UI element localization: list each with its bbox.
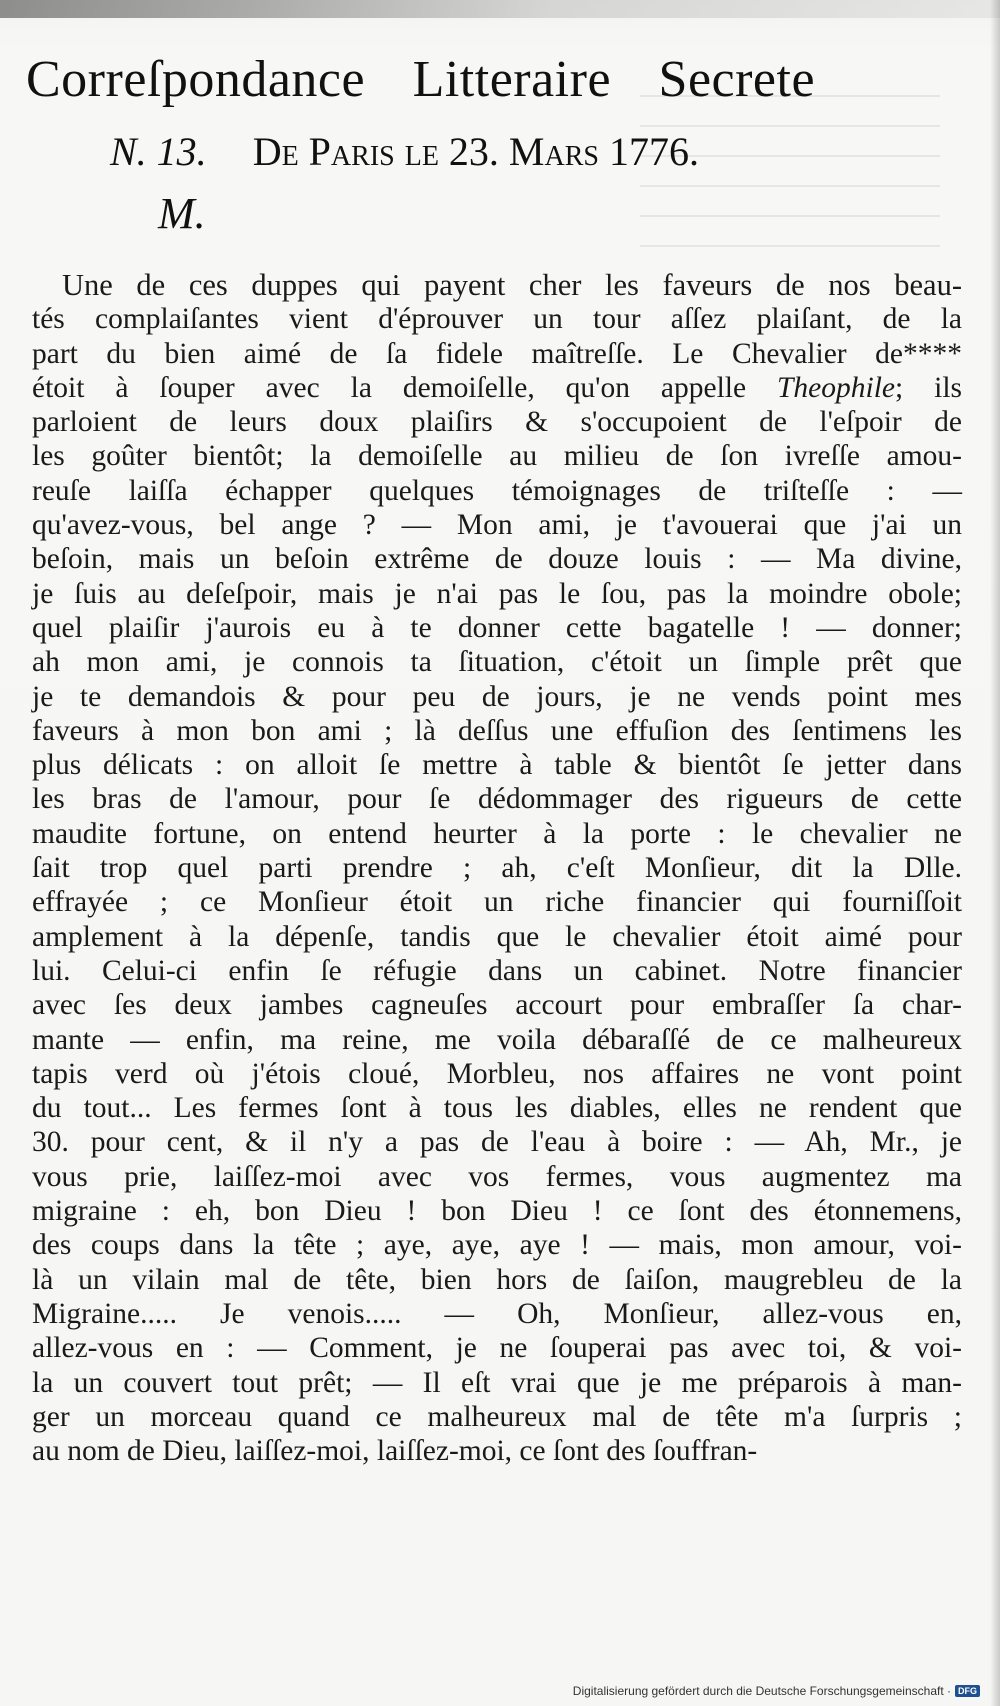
text-line: je ſuis au deſeſpoir, mais je n'ai pas le ſou, pas la moindre obole; — [32, 577, 962, 610]
text-line: là un vilain mal de tête, bien hors de ſaiſon, maugrebleu de la — [32, 1263, 962, 1296]
credit-text: Digitalisierung gefördert durch die Deutsche Forschungsgemeinschaft · — [572, 1684, 951, 1698]
issue-number: N. 13. — [110, 129, 207, 174]
text-line: effrayée ; ce Monſieur étoit un riche financier qui fourniſſoit — [32, 886, 962, 919]
text-line: amplement à la dépenſe, tandis que le chevalier étoit aimé pour — [32, 920, 962, 953]
text-line: je te demandois & pour peu de jours, je ne vends point mes — [32, 680, 962, 713]
text-line: la un couvert tout prêt; — Il eſt vrai que je me préparois à man- — [32, 1366, 962, 1399]
issue-line — [110, 129, 930, 175]
text-line: faveurs à mon bon ami ; là deſſus une effuſion des ſentimens les — [32, 714, 962, 747]
text-line: maudite fortune, on entend heurter à la porte : le chevalier ne — [32, 817, 962, 850]
text-line: 30. pour cent, & il n'y a pas de l'eau à boire : — Ah, Mr., je — [32, 1126, 962, 1159]
text-line: migraine : eh, bon Dieu ! bon Dieu ! ce ſont des étonnemens, — [32, 1195, 962, 1228]
text-line: ah mon ami, je connois ta ſituation, c'étoit un ſimple prêt que — [32, 646, 962, 679]
text-line: vous prie, laiſſez-moi avec vos fermes, vous augmentez ma — [32, 1160, 962, 1193]
text-line: au nom de Dieu, laiſſez-moi, laiſſez-moi, ce ſont des ſouffran- — [32, 1435, 758, 1468]
text-line: ger un morceau quand ce malheureux mal de tête m'a ſurpris ; — [32, 1400, 962, 1433]
text-line: part du bien aimé de ſa fidele maîtreſſe. Le Chevalier de**** — [32, 337, 962, 370]
text-line: plus délicats : on alloit ſe mettre à table & bientôt ſe jetter dans — [32, 749, 962, 782]
text-line: parloient de leurs doux plaiſirs & s'occupoient de l'eſpoir de — [32, 406, 962, 439]
title-word-3: Secrete — [658, 51, 816, 108]
text-line: tapis verd où j'étois cloué, Morbleu, nos affaires ne vont point — [32, 1057, 962, 1090]
text-line: beſoin, mais un beſoin extrême de douze louis : — Ma divine, — [32, 543, 962, 576]
text-line: quel plaiſir j'aurois eu à te donner cette bagatelle ! — donner; — [32, 611, 962, 644]
text-line: mante — enfin, ma reine, me voila débaraſſé de ce malheureux — [32, 1023, 962, 1056]
salutation: M. — [158, 189, 206, 238]
text-line: avec ſes deux jambes cagneuſes accourt pour embraſſer ſa char- — [32, 989, 962, 1022]
text-line: allez-vous en : — Comment, je ne ſouperai pas avec toi, & voi- — [32, 1332, 962, 1365]
newsletter-title — [26, 52, 956, 108]
text-line: reuſe laiſſa échapper quelques témoignages de triſteſſe : — — [32, 474, 962, 507]
digitization-credit — [573, 1684, 980, 1698]
text-line: Une de ces duppes qui payent cher les faveurs de nos beau- — [62, 268, 962, 302]
dfg-logo: DFG — [955, 1685, 980, 1697]
text-line: tés complaiſantes vient d'éprouver un tour aſſez plaiſant, de la — [32, 303, 962, 336]
text-line: lui. Celui-ci enfin ſe réfugie dans un cabinet. Notre financier — [32, 954, 962, 987]
italic-name: Theophile — [777, 371, 895, 404]
article-body — [32, 268, 962, 1468]
text-line: des coups dans la tête ; aye, aye, aye ! — mais, mon amour, voi- — [32, 1229, 962, 1262]
title-word-1: Correſpondance — [26, 51, 366, 108]
text-line: les bras de l'amour, pour ſe dédommager des rigueurs de cette — [32, 783, 962, 816]
scan-top-edge — [0, 0, 1000, 18]
scan-right-edge — [990, 0, 1000, 1706]
text-line: du tout... Les fermes ſont à tous les diables, elles ne rendent que — [32, 1092, 962, 1125]
bleed-through-shadow — [640, 95, 940, 255]
place-and-date: De Paris le 23. Mars 1776. — [252, 129, 699, 174]
text-line: ſait trop quel parti prendre ; ah, c'eſt Monſieur, dit la Dlle. — [32, 852, 962, 885]
text-line: qu'avez-vous, bel ange ? — Mon ami, je t'avouerai que j'ai un — [32, 509, 962, 542]
title-word-2: Litteraire — [412, 51, 612, 108]
text-line: Migraine..... Je venois..... — Oh, Monſieur, allez-vous en, — [32, 1297, 962, 1330]
text-line: étoit à ſouper avec la demoiſelle, qu'on appelle Theophile; ils — [32, 371, 962, 404]
text-line: les goûter bientôt; la demoiſelle au milieu de ſon ivreſſe amou- — [32, 440, 962, 473]
